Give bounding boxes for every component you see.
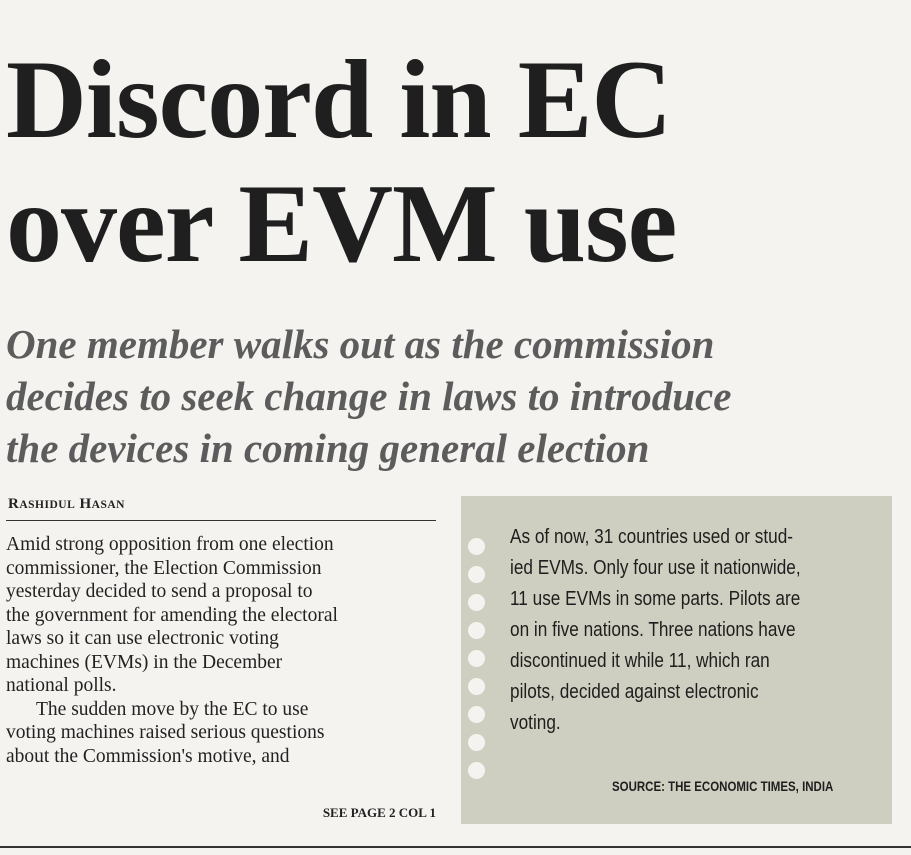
- body-line: The sudden move by the EC to use: [36, 698, 309, 720]
- body-line: about the Commission's motive, and: [6, 745, 290, 767]
- subheadline-line-3: the devices in coming general election: [6, 425, 650, 471]
- headline-line-2: over EVM use: [6, 162, 677, 286]
- factbox-line: pilots, decided against electronic: [510, 681, 759, 703]
- body-line: voting machines raised serious questions: [6, 722, 325, 743]
- body-line: commissioner, the Election Commission: [6, 557, 322, 579]
- factbox-source: SOURCE: THE ECONOMIC TIMES, INDIA: [612, 778, 834, 794]
- article-body: [6, 533, 438, 768]
- hole-icon: [468, 706, 485, 723]
- body-line: the government for amending the electoral: [6, 604, 338, 626]
- hole-icon: [468, 594, 485, 611]
- byline: [8, 496, 125, 513]
- factbox-line: voting.: [510, 712, 561, 734]
- byline-divider: [6, 520, 436, 521]
- hole-icon: [468, 762, 485, 779]
- body-line: laws so it can use electronic voting: [6, 628, 279, 649]
- factbox-text: [510, 522, 828, 739]
- hole-icon: [468, 650, 485, 667]
- hole-icon: [468, 734, 485, 751]
- paragraph-2: [6, 698, 438, 769]
- subheadline-line-2: decides to seek change in laws to introduce: [6, 373, 732, 419]
- body-line: Amid strong opposition from one election: [6, 534, 334, 555]
- headline: [6, 38, 906, 286]
- body-line: national polls.: [6, 675, 117, 696]
- subheadline: [6, 318, 906, 474]
- continued-on-link[interactable]: SEE PAGE 2 COL 1: [322, 805, 436, 820]
- hole-icon: [468, 678, 485, 695]
- factbox-line: discontinued it while 11, which ran: [510, 650, 770, 672]
- body-line: yesterday decided to send a proposal to: [6, 581, 313, 602]
- byline-last-initial: H: [79, 496, 92, 512]
- factbox-line: 11 use EVMs in some parts. Pilots are: [510, 588, 801, 610]
- factbox-line: on in five nations. Three nations have: [510, 619, 796, 641]
- bottom-divider: [0, 846, 911, 848]
- body-line: machines (EVMs) in the December: [6, 651, 283, 673]
- hole-icon: [468, 622, 485, 639]
- headline-line-1: Discord in EC: [6, 38, 672, 162]
- hole-icon: [468, 566, 485, 583]
- factbox-line: ied EVMs. Only four use it nationwide,: [510, 557, 801, 579]
- byline-first-rest: ASHIDUL: [19, 499, 76, 511]
- paragraph-1: [6, 533, 438, 698]
- factbox-line: As of now, 31 countries used or stud-: [510, 526, 794, 548]
- subheadline-line-1: One member walks out as the commission: [6, 321, 715, 367]
- byline-first-initial: R: [8, 496, 20, 512]
- hole-icon: [468, 538, 485, 555]
- byline-last-rest: ASAN: [91, 499, 125, 511]
